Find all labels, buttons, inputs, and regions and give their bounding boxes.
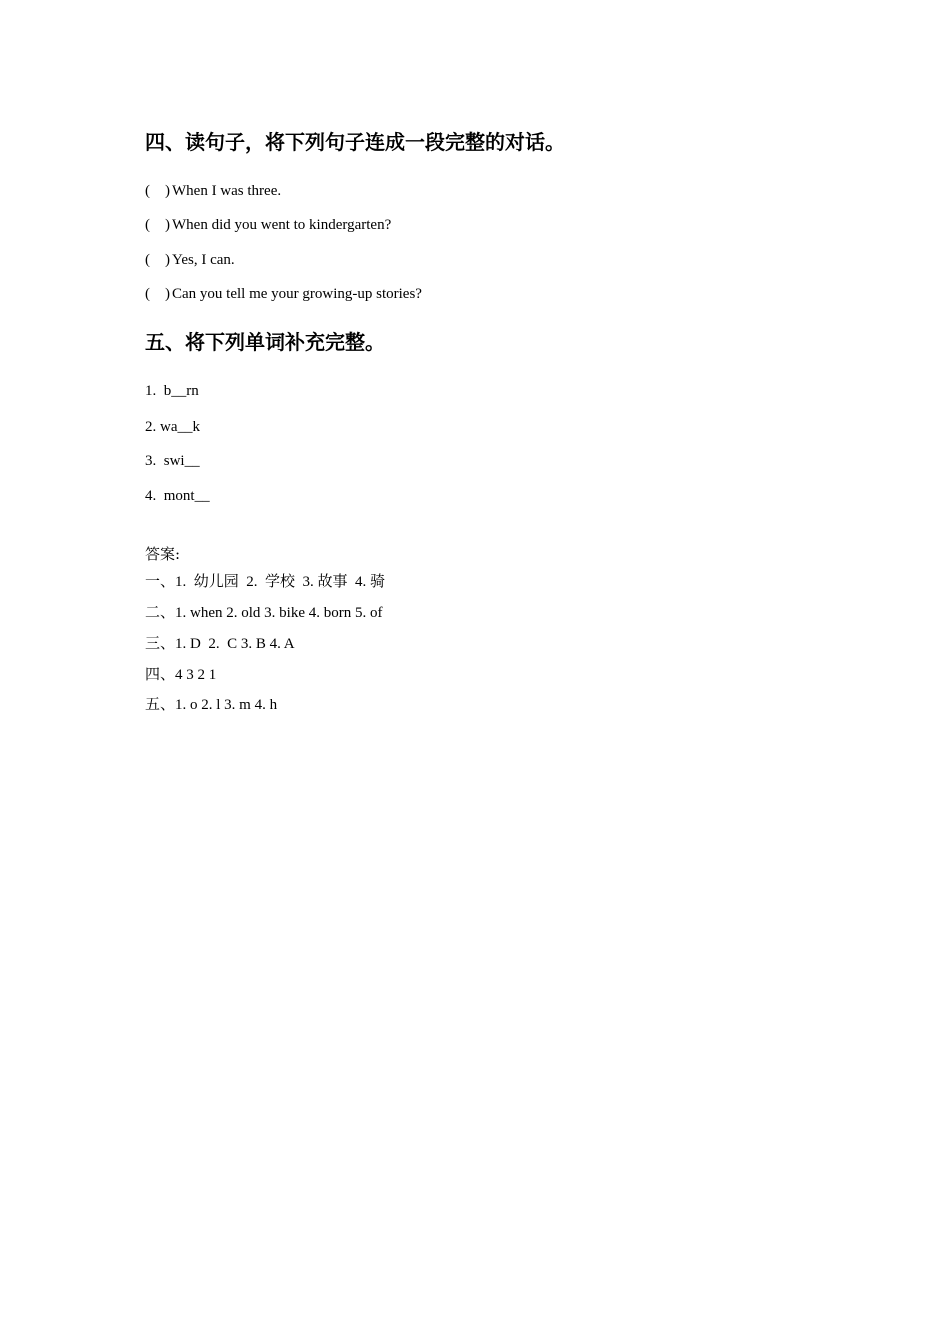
dialogue-item-1 bbox=[145, 181, 281, 201]
answer-line-5: 五、1. o 2. l 3. m 4. h bbox=[145, 697, 278, 713]
dialogue-sentence: When did you went to kindergarten? bbox=[172, 217, 392, 233]
answer-line-1: 一、1. 幼儿园 2. 学校 3. 故事 4. 骑 bbox=[145, 574, 386, 590]
section-4-title: 四、读句子，将下列句子连成一段完整的对话。 bbox=[145, 130, 565, 154]
section-5-title: 五、将下列单词补充完整。 bbox=[145, 330, 385, 354]
answers-label: 答案: bbox=[145, 545, 181, 563]
answer-blank: ( ) bbox=[145, 286, 170, 302]
answer-line-4: 四、4 3 2 1 bbox=[145, 667, 217, 683]
word-item-1: 1. b__rn bbox=[145, 383, 199, 399]
answer-line-2: 二、1. when 2. old 3. bike 4. born 5. of bbox=[145, 605, 383, 621]
dialogue-sentence: Yes, I can. bbox=[172, 252, 235, 268]
word-item-2: 2. wa__k bbox=[145, 419, 200, 435]
word-item-3: 3. swi__ bbox=[145, 453, 200, 469]
answer-line-3: 三、1. D 2. C 3. B 4. A bbox=[145, 636, 295, 652]
dialogue-item-4 bbox=[145, 284, 422, 304]
answer-blank: ( ) bbox=[145, 252, 170, 268]
dialogue-item-3 bbox=[145, 250, 235, 270]
answer-blank: ( ) bbox=[145, 217, 170, 233]
dialogue-sentence: When I was three. bbox=[172, 183, 282, 199]
dialogue-item-2 bbox=[145, 215, 391, 235]
dialogue-sentence: Can you tell me your growing-up stories? bbox=[172, 286, 422, 302]
word-item-4: 4. mont__ bbox=[145, 488, 210, 504]
answer-blank: ( ) bbox=[145, 183, 170, 199]
